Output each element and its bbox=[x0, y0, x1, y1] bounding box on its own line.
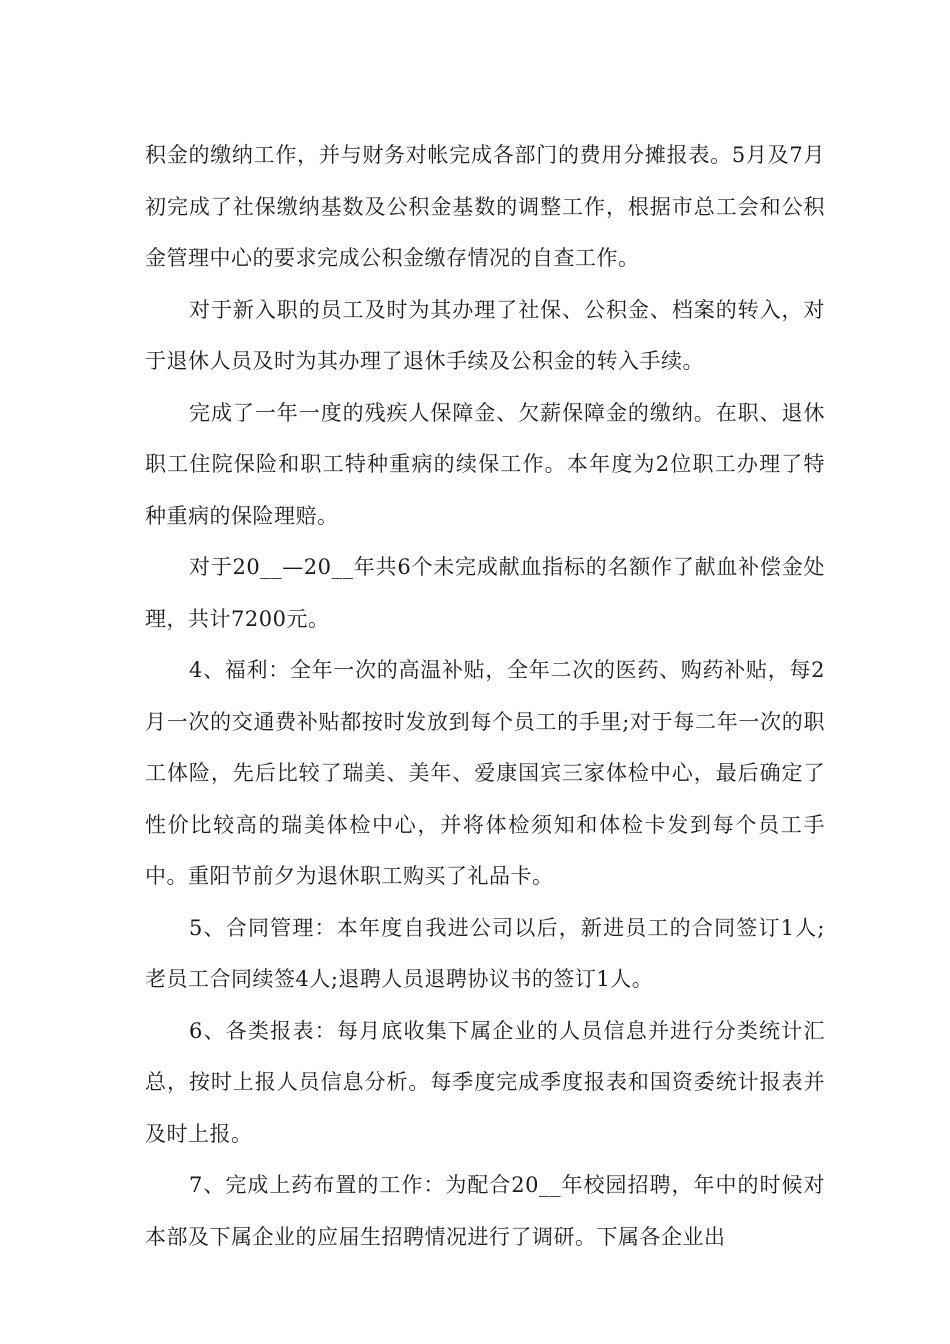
paragraph-5: 4、福利：全年一次的高温补贴，全年二次的医药、购药补贴，每2月一次的交通费补贴都按时发放到每个员工的手里;对于每二年一次的职工体险，先后比较了瑞美、美年、爱康国宾三家体检中心，最后确定了性价比较高的瑞美体检中心，并将体检须知和体检卡发到每个员工手中。重阳节前夕为退休职工购买了礼品卡。 bbox=[145, 658, 825, 888]
paragraph-2: 对于新入职的员工及时为其办理了社保、公积金、档案的转入，对于退休人员及时为其办理了退休手续及公积金的转入手续。 bbox=[145, 297, 825, 373]
paragraph-6: 5、合同管理：本年度自我进公司以后，新进员工的合同签订1人;老员工合同续签4人;退聘人员退聘协议书的签订1人。 bbox=[145, 915, 825, 991]
paragraph-4: 对于20__—20__年共6个未完成献血指标的名额作了献血补偿金处理，共计7200元。 bbox=[145, 555, 825, 631]
paragraph-1: 积金的缴纳工作，并与财务对帐完成各部门的费用分摊报表。5月及7月初完成了社保缴纳基数及公积金基数的调整工作，根据市总工会和公积金管理中心的要求完成公积金缴存情况的自查工作。 bbox=[145, 143, 825, 270]
document-page bbox=[145, 130, 825, 1263]
paragraph-3: 完成了一年一度的残疾人保障金、欠薪保障金的缴纳。在职、退休职工住院保险和职工特种重病的续保工作。本年度为2位职工办理了特种重病的保险理赔。 bbox=[145, 400, 825, 528]
paragraph-7: 6、各类报表：每月底收集下属企业的人员信息并进行分类统计汇总，按时上报人员信息分析。每季度完成季度报表和国资委统计报表并及时上报。 bbox=[145, 1018, 825, 1146]
paragraph-8: 7、完成上药布置的工作：为配合20__年校园招聘，年中的时候对本部及下属企业的应届生招聘情况进行了调研。下属各企业出 bbox=[145, 1173, 825, 1249]
